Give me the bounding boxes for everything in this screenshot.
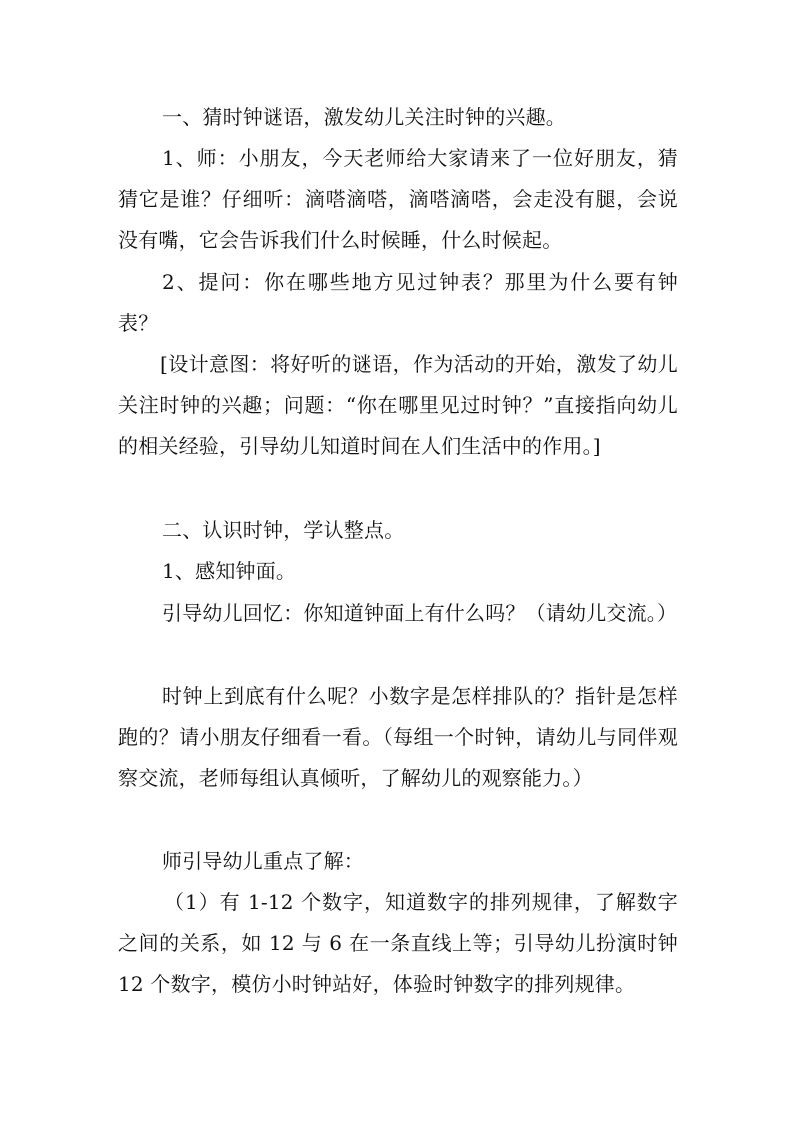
section-heading-1: 一、猜时钟谜语，激发幼儿关注时钟的兴趣。 [162, 105, 566, 129]
paragraph-observe: 时钟上到底有什么呢？小数字是怎样排队的？指针是怎样跑的？请小朋友仔细看一看。（每组一个时钟，请幼儿与同伴观察交流，老师每组认真倾听，了解幼儿的观察能力。） [118, 684, 678, 791]
paragraph-design-intent: [设计意图：将好听的谜语，作为活动的开始，激发了幼儿关注时钟的兴趣；问题：“你在哪里见过时钟？”直接指向幼儿的相关经验，引导幼儿知道时间在人们生活中的作用。] [118, 352, 678, 459]
section-heading-2: 二、认识时钟，学认整点。 [162, 518, 405, 542]
paragraph-key-points: 师引导幼儿重点了解： [162, 849, 364, 873]
paragraph-recall: 引导幼儿回忆：你知道钟面上有什么吗？（请幼儿交流。） [162, 601, 678, 625]
paragraph-riddle: 1、师：小朋友，今天老师给大家请来了一位好朋友，猜猜它是谁？仔细听：滴嗒滴嗒，滴嗒滴嗒，会走没有腿，会说没有嘴，它会告诉我们什么时候睡，什么时候起。 [118, 146, 678, 253]
paragraph-question: 2、提问：你在哪些地方见过钟表？那里为什么要有钟表？ [118, 270, 678, 336]
paragraph-point-1: （1）有 1-12 个数字，知道数字的排列规律，了解数字之间的关系，如 12 与 6 在一条直线上等；引导幼儿扮演时钟 12 个数字，模仿小时钟站好，体验时钟数字的排列规律。 [118, 890, 678, 997]
paragraph-clock-face: 1、感知钟面。 [162, 559, 297, 583]
